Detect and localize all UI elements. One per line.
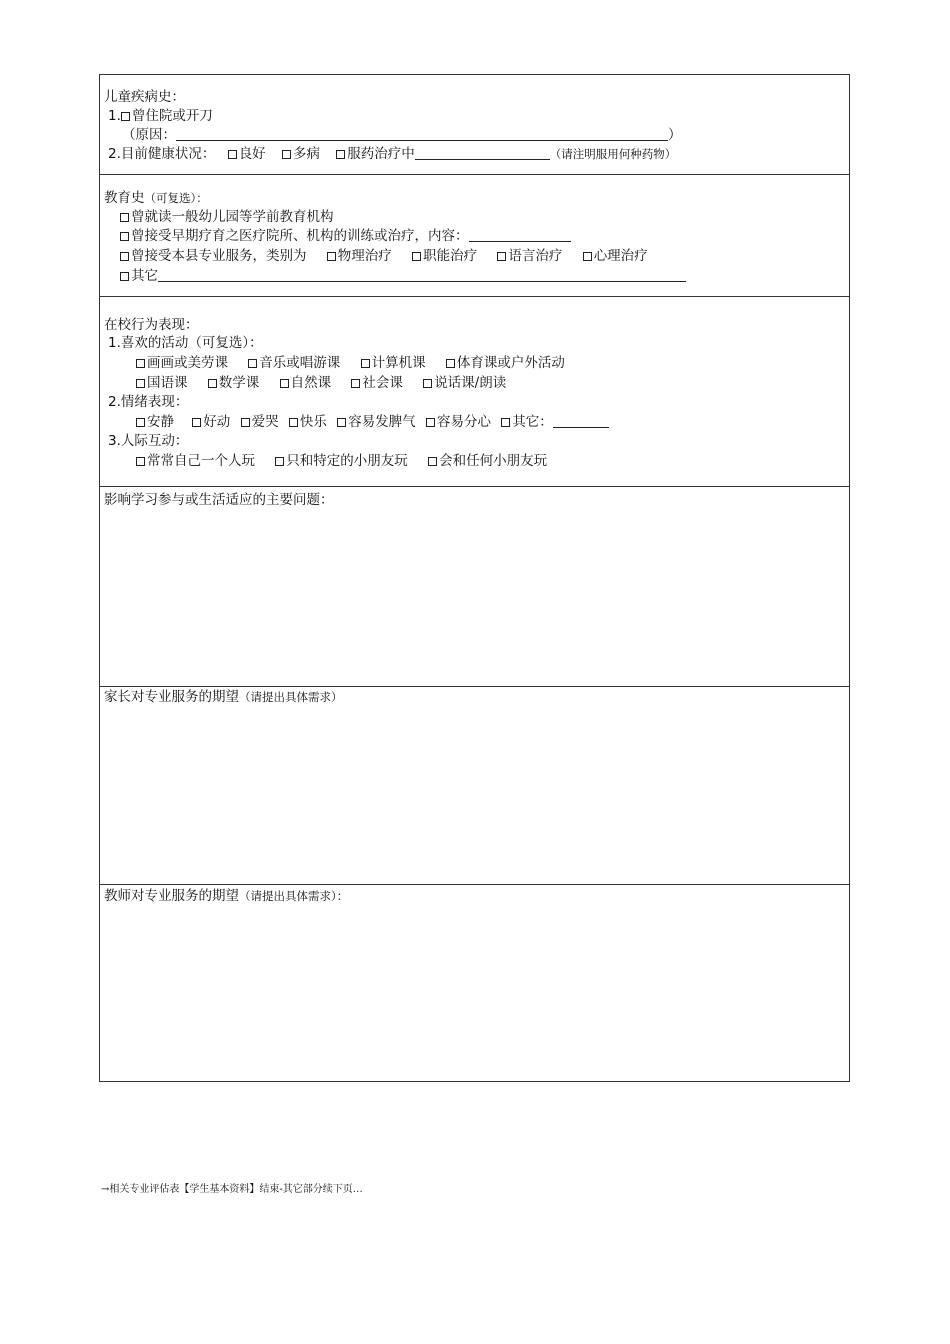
social-heading (108, 432, 188, 450)
social-label: 人际互动： (120, 433, 189, 449)
social-checkbox[interactable] (428, 457, 437, 466)
medical-history-section (100, 75, 849, 175)
education-option-early-intervention (120, 227, 571, 245)
emotion-checkbox[interactable] (426, 418, 435, 427)
activity-checkbox[interactable] (208, 379, 217, 388)
school-behavior-section (100, 297, 849, 487)
medication-field[interactable] (415, 147, 550, 160)
activity-art-label: 画画或美劳课 (147, 355, 228, 371)
education-other-label: 其它 (131, 268, 158, 284)
main-problems-section[interactable] (100, 487, 849, 687)
education-other-field[interactable] (158, 269, 686, 282)
early-intervention-field[interactable] (469, 229, 571, 242)
good-health-checkbox[interactable] (228, 150, 237, 159)
medication-checkbox[interactable] (336, 150, 345, 159)
emotion-checkbox[interactable] (337, 418, 346, 427)
activities-row-2 (136, 374, 506, 392)
parent-expectations-note: （请提出具体需求） (239, 690, 343, 704)
education-option-kindergarten (120, 208, 334, 226)
emotion-distracted-label: 容易分心 (436, 414, 491, 430)
emotion-checkbox[interactable] (501, 418, 510, 427)
school-behavior-title: 在校行为表现： (104, 317, 199, 333)
education-option-county-services (120, 247, 648, 265)
emotion-active-label: 好动 (203, 414, 231, 430)
physical-therapy-label: 物理治疗 (337, 248, 392, 264)
kindergarten-checkbox[interactable] (120, 213, 129, 222)
emotion-checkbox[interactable] (136, 418, 145, 427)
activity-checkbox[interactable] (136, 379, 145, 388)
social-specific-friends-label: 只和特定的小朋友玩 (286, 453, 408, 469)
teacher-expectations-heading (104, 887, 348, 905)
activity-checkbox[interactable] (280, 379, 289, 388)
hospitalized-row (108, 107, 213, 125)
emotion-quiet-label: 安静 (147, 414, 174, 430)
medication-note: （请注明服用何种药物） (549, 147, 677, 161)
education-title-row (104, 189, 208, 207)
education-other-checkbox[interactable] (120, 272, 129, 281)
reason-close: ） (668, 127, 682, 143)
early-intervention-checkbox[interactable] (120, 232, 129, 241)
education-title-note: （可复选）： (144, 191, 208, 205)
activity-social-studies-label: 社会课 (362, 375, 403, 391)
activity-mandarin-label: 国语课 (147, 375, 188, 391)
health-status-label: 目前健康状况： (120, 146, 216, 162)
reason-label: （原因： (122, 127, 176, 143)
often-sick-label: 多病 (292, 146, 320, 162)
teacher-expectations-section[interactable] (100, 885, 849, 1081)
hospitalized-label: 曾住院或开刀 (131, 108, 213, 124)
medical-history-title: 儿童疾病史： (104, 89, 185, 105)
emotion-other-field[interactable] (553, 415, 609, 428)
parent-expectations-title: 家长对专业服务的期望 (104, 689, 239, 705)
good-health-label: 良好 (238, 146, 266, 162)
county-services-checkbox[interactable] (120, 252, 129, 261)
speech-therapy-label: 语言治疗 (508, 248, 563, 264)
social-checkbox[interactable] (136, 457, 145, 466)
health-status-row (108, 145, 676, 163)
emotion-heading (108, 393, 188, 411)
main-problems-title: 影响学习参与或生活适应的主要问题： (104, 492, 334, 508)
emotion-number: 2. (108, 394, 121, 410)
activity-checkbox[interactable] (423, 379, 432, 388)
emotion-temper-label: 容易发脾气 (348, 414, 416, 430)
psychotherapy-checkbox[interactable] (583, 252, 592, 261)
teacher-expectations-note: （请提出具体需求）： (239, 889, 349, 903)
emotion-checkbox[interactable] (241, 418, 250, 427)
activity-speaking-label: 说话课/朗读 (434, 375, 507, 391)
education-option-other (120, 267, 686, 285)
reason-field[interactable] (176, 128, 668, 141)
education-history-section (100, 175, 849, 297)
activities-heading (108, 334, 263, 352)
teacher-expectations-title: 教师对专业服务的期望 (104, 888, 239, 904)
activity-pe-label: 体育课或户外活动 (456, 355, 565, 371)
page-footer-note: →相关专业评估表【学生基本资料】结束-其它部分续下页… (101, 1184, 363, 1195)
early-intervention-label: 曾接受早期疗育之医疗院所、机构的训练或治疗，内容： (131, 228, 469, 244)
emotion-checkbox[interactable] (192, 418, 201, 427)
speech-therapy-checkbox[interactable] (497, 252, 506, 261)
kindergarten-label: 曾就读一般幼儿园等学前教育机构 (131, 209, 334, 225)
emotion-label: 情绪表现： (120, 394, 189, 410)
assessment-form (99, 74, 850, 1082)
activities-row-1 (136, 354, 565, 372)
activity-music-label: 音乐或唱游课 (259, 355, 341, 371)
reason-row (122, 126, 682, 144)
activity-checkbox[interactable] (136, 359, 145, 368)
hospitalized-checkbox[interactable] (121, 112, 130, 121)
activity-checkbox[interactable] (351, 379, 360, 388)
activity-checkbox[interactable] (446, 359, 455, 368)
activity-checkbox[interactable] (361, 359, 370, 368)
activity-science-label: 自然课 (290, 375, 332, 391)
social-row (136, 452, 547, 470)
q1-number: 1. (108, 108, 121, 124)
psychotherapy-label: 心理治疗 (593, 248, 648, 264)
social-anyone-label: 会和任何小朋友玩 (439, 453, 548, 469)
physical-therapy-checkbox[interactable] (327, 252, 336, 261)
county-services-label: 曾接受本县专业服务，类别为 (131, 248, 307, 264)
activity-math-label: 数学课 (218, 375, 260, 391)
emotion-other-label: 其它： (512, 414, 553, 430)
emotion-happy-label: 快乐 (299, 414, 327, 430)
emotion-row (136, 413, 609, 431)
activity-computer-label: 计算机课 (371, 355, 426, 371)
emotion-checkbox[interactable] (289, 418, 298, 427)
education-title: 教育史 (104, 190, 145, 206)
medication-label: 服药治疗中 (347, 146, 415, 162)
occupational-therapy-label: 职能治疗 (423, 248, 478, 264)
activity-checkbox[interactable] (248, 359, 257, 368)
parent-expectations-heading (104, 688, 343, 706)
social-alone-label: 常常自己一个人玩 (147, 453, 255, 469)
often-sick-checkbox[interactable] (282, 150, 291, 159)
parent-expectations-section[interactable] (100, 687, 849, 885)
activities-number: 1. (108, 335, 121, 351)
social-checkbox[interactable] (275, 457, 284, 466)
q2-number: 2. (108, 146, 121, 162)
emotion-cries-label: 爱哭 (251, 414, 279, 430)
activities-label: 喜欢的活动（可复选）： (120, 335, 263, 351)
social-number: 3. (108, 433, 121, 449)
occupational-therapy-checkbox[interactable] (412, 252, 421, 261)
